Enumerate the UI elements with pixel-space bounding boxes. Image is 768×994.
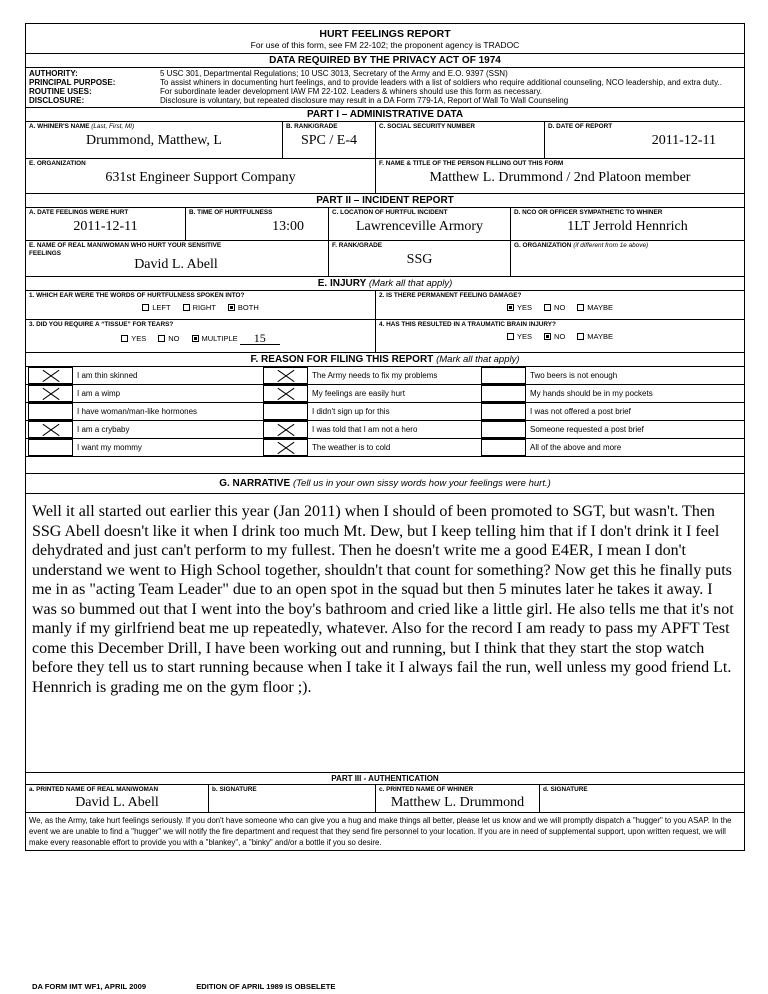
- real-man-name-field[interactable]: [26, 785, 209, 812]
- offender-rank-field[interactable]: [329, 241, 511, 276]
- real-man-name-value: David L. Abell: [75, 795, 159, 810]
- reason-label: I want my mommy: [77, 443, 142, 452]
- offender-rank-label: F. RANK/GRADE: [332, 242, 383, 249]
- part2-heading: PART II – INCIDENT REPORT: [26, 194, 744, 208]
- reason-checkbox[interactable]: [481, 385, 526, 402]
- form-footer: [32, 982, 383, 991]
- rank-field[interactable]: [283, 122, 376, 158]
- filer-value: Matthew L. Drummond / 2nd Platoon member: [429, 170, 691, 185]
- narrative-heading: G. NARRATIVE (Tell us in your own sissy words how your feelings were hurt.): [26, 474, 744, 494]
- ear-option-both[interactable]: BOTH: [228, 303, 259, 312]
- reason-checkbox[interactable]: [28, 439, 73, 456]
- privacy-row-uses: [29, 87, 741, 96]
- whiner-name-label: A. WHINER'S NAME (Last, First, MI): [29, 123, 135, 130]
- location-value: Lawrenceville Armory: [355, 219, 484, 234]
- offender-org-label: G. ORGANIZATION (if different from 1e above): [514, 242, 649, 249]
- checkbox-yes[interactable]: [507, 333, 514, 340]
- damage-question-label: 2. IS THERE PERMANENT FEELING DAMAGE?: [379, 292, 522, 299]
- checkbox-both[interactable]: [228, 304, 235, 311]
- checkbox-right[interactable]: [183, 304, 190, 311]
- privacy-value: For subordinate leader development IAW FM 22-102. Leaders & whiners should use this form as necessary.: [160, 87, 542, 96]
- narrative-text: Well it all started out earlier this year (Jan 2011) when I should of been promoted to SGT, but wasn't. Then SSG Abell doesn't like it when I drink too much Mt. Dew, but I keep telling him that if I don't drink it I feel dehydrated and just can't perform to my fullest. Then he doesn't write me a good E4ER, I mean I don't understand we went to High School together, shouldn't that count for something? Now get this he finally puts me in as "acting Team Leader" due to an open spot in the squad but then 5 minutes later he takes it away. I was so bummed out that I went into the boy's bathroom and cried like a little girl. He also tells me that it's not manly if my girlfriend beat me up repeatedly, whatever. Also for the record I am ready to pass my APFT Test come this December Drill, I have been working out and running, but I think that they start the stop watch before they tell us to start running because when I take it I always fail the run, well unless my good friend Lt. Hennrich is grading me on the gym floor ;).: [32, 503, 734, 696]
- offender-org-value: [511, 250, 744, 252]
- nco-label: D. NCO OR OFFICER SYMPATHETIC TO WHINER: [514, 209, 663, 216]
- part3-row: [26, 785, 744, 813]
- tissue-option-multiple[interactable]: MULTIPLE 15: [192, 332, 280, 345]
- real-man-signature-field[interactable]: [209, 785, 376, 812]
- ear-options: [26, 300, 375, 312]
- injury-row1: [26, 291, 744, 320]
- injury-row2: [26, 320, 744, 353]
- reason-label: I am a crybaby: [77, 425, 130, 434]
- reason-row: [26, 439, 744, 456]
- damage-question: [376, 291, 744, 319]
- privacy-value: To assist whiners in documenting hurt feelings, and to provide leaders with a list of soldiers who require additional counseling, NCO leadership, and extra duty..: [160, 78, 722, 87]
- report-date-label: D. DATE OF REPORT: [548, 123, 613, 130]
- privacy-row-disclosure: [29, 96, 741, 105]
- privacy-block: [26, 68, 744, 108]
- organization-field[interactable]: [26, 159, 376, 193]
- date-hurt-field[interactable]: [26, 208, 186, 240]
- reason-checkbox[interactable]: [263, 421, 308, 438]
- injury-heading: E. INJURY (Mark all that apply): [26, 277, 744, 291]
- time-field[interactable]: [186, 208, 329, 240]
- brain-option-no[interactable]: NO: [544, 332, 565, 341]
- reason-label: I didn't sign up for this: [312, 407, 390, 416]
- whiner-signature-field[interactable]: [540, 785, 744, 812]
- reason-checkbox[interactable]: [28, 367, 73, 384]
- reason-checkbox[interactable]: [481, 421, 526, 438]
- ear-question-label: 1. WHICH EAR WERE THE WORDS OF HURTFULNESS SPOKEN INTO?: [29, 292, 245, 299]
- real-man-signature-label: b. SIGNATURE: [212, 786, 257, 793]
- ear-option-left[interactable]: LEFT: [142, 303, 170, 312]
- tissue-option-no[interactable]: NO: [158, 334, 179, 343]
- privacy-rows: [26, 68, 744, 107]
- reasons-grid: [26, 367, 744, 457]
- checkbox-left[interactable]: [142, 304, 149, 311]
- ssn-label: C. SOCIAL SECURITY NUMBER: [379, 123, 475, 130]
- organization-label: E. ORGANIZATION: [29, 160, 86, 167]
- reason-label: The weather is to cold: [312, 443, 391, 452]
- ssn-field[interactable]: [376, 122, 545, 158]
- part1-row1: [26, 122, 744, 159]
- reason-label: My hands should be in my pockets: [530, 389, 653, 398]
- brain-question-label: 4. HAS THIS RESULTED IN A TRAUMATIC BRAIN INJURY?: [379, 321, 556, 328]
- ear-question: [26, 291, 376, 319]
- location-label: C. LOCATION OF HURTFUL INCIDENT: [332, 209, 448, 216]
- privacy-heading: DATA REQUIRED BY THE PRIVACY ACT OF 1974: [26, 54, 744, 68]
- reason-checkbox[interactable]: [481, 367, 526, 384]
- part1-heading: PART I – ADMINISTRATIVE DATA: [26, 108, 744, 122]
- reason-label: Two beers is not enough: [530, 371, 618, 380]
- reason-label: I have woman/man-like hormones: [77, 407, 198, 416]
- reason-label: I was told that I am not a hero: [312, 425, 418, 434]
- reason-row: [26, 403, 744, 421]
- date-hurt-value: 2011-12-11: [73, 219, 138, 234]
- damage-option-no[interactable]: NO: [544, 303, 565, 312]
- report-date-value: 2011-12-11: [651, 133, 716, 148]
- checkbox-no[interactable]: [544, 304, 551, 311]
- part2-row1: [26, 208, 744, 241]
- checkbox-multiple[interactable]: [192, 335, 199, 342]
- edition-note: EDITION OF APRIL 1989 IS OBSELETE: [196, 982, 336, 991]
- tissue-option-yes[interactable]: YES: [121, 334, 146, 343]
- offender-org-field[interactable]: [511, 241, 744, 276]
- reason-row: [26, 421, 744, 439]
- privacy-key: DISCLOSURE:: [29, 96, 85, 105]
- form-id: DA FORM IMT WF1, APRIL 2009: [32, 982, 147, 991]
- reason-checkbox[interactable]: [28, 421, 73, 438]
- hurt-feelings-form: [25, 23, 745, 851]
- tissue-options: [26, 329, 375, 345]
- form-header: [26, 24, 744, 54]
- reason-checkbox[interactable]: [263, 367, 308, 384]
- reason-label: Someone requested a post brief: [530, 425, 644, 434]
- reason-label: I am thin skinned: [77, 371, 138, 380]
- privacy-row-purpose: [29, 78, 741, 87]
- part2-row2: [26, 241, 744, 277]
- reasons-heading: F. REASON FOR FILING THIS REPORT (Mark all that apply): [26, 353, 744, 367]
- offender-rank-value: SSG: [406, 252, 433, 267]
- reason-checkbox[interactable]: [28, 385, 73, 402]
- narrative-box[interactable]: [26, 494, 744, 773]
- checkbox-no[interactable]: [158, 335, 165, 342]
- form-subtitle: For use of this form, see FM 22-102; the proponent agency is TRADOC: [250, 40, 520, 50]
- spacer-row: [26, 457, 744, 474]
- privacy-row-authority: [29, 69, 741, 78]
- reason-checkbox[interactable]: [481, 403, 526, 420]
- privacy-key: ROUTINE USES:: [29, 87, 92, 96]
- filer-label: F. NAME & TITLE OF THE PERSON FILLING OUT THIS FORM: [379, 160, 564, 167]
- privacy-key: PRINCIPAL PURPOSE:: [29, 78, 116, 87]
- privacy-value: 5 USC 301, Departmental Regulations; 10 USC 3013, Secretary of the Army and E.O. 9397 (SSN): [160, 69, 508, 78]
- part1-row2: [26, 159, 744, 194]
- tissue-question-label: 3. DID YOU REQUIRE A “TISSUE” FOR TEARS?: [29, 321, 174, 328]
- offender-value: David L. Abell: [134, 257, 218, 272]
- reason-label: The Army needs to fix my problems: [312, 371, 438, 380]
- reason-row: [26, 367, 744, 385]
- whiner-printed-name-label: c. PRINTED NAME OF WHINER: [379, 786, 474, 793]
- privacy-key: AUTHORITY:: [29, 69, 78, 78]
- brain-option-yes[interactable]: YES: [507, 332, 532, 341]
- ssn-value: [376, 131, 544, 133]
- whiner-signature-label: d. SIGNATURE: [543, 786, 588, 793]
- statement-text: We, as the Army, take hurt feelings seriously. If you don't have someone who can give you a hug and make things all better, please let us know and we will promptly dispatch a "hugger" to you ASAP. In the event we are unable to find a "hugger" we will notify the fire department and request that they send fire personnel to your location. If you are in need of supplemental support, upon written request, we will make every reasonable effort to provide you with a "blankey", a "binky" and/or a bottle if you so desire.: [29, 816, 732, 847]
- location-field[interactable]: [329, 208, 511, 240]
- checkbox-maybe[interactable]: [577, 333, 584, 340]
- offender-field[interactable]: [26, 241, 329, 276]
- reason-label: I am a wimp: [77, 389, 121, 398]
- form-title: HURT FEELINGS REPORT: [319, 28, 451, 40]
- checkbox-no[interactable]: [544, 333, 551, 340]
- real-man-name-label: a. PRINTED NAME OF REAL MAN/WOMAN: [29, 786, 159, 793]
- reason-label: My feelings are easily hurt: [312, 389, 405, 398]
- checkbox-maybe[interactable]: [577, 304, 584, 311]
- multiple-count[interactable]: 15: [240, 332, 280, 345]
- ear-option-right[interactable]: RIGHT: [183, 303, 216, 312]
- tissue-question: [26, 320, 376, 352]
- whiner-name-field[interactable]: [26, 122, 283, 158]
- offender-label: E. NAME OF REAL MAN/WOMAN WHO HURT YOUR SENSITIVE FEELINGS: [29, 242, 222, 257]
- organization-value: 631st Engineer Support Company: [105, 170, 296, 185]
- whiner-printed-name-field[interactable]: [376, 785, 540, 812]
- damage-option-maybe[interactable]: MAYBE: [577, 303, 613, 312]
- reason-label: I was not offered a post brief: [530, 407, 631, 416]
- reason-checkbox[interactable]: [263, 385, 308, 402]
- rank-label: B. RANK/GRADE: [286, 123, 338, 130]
- reason-checkbox[interactable]: [263, 403, 308, 420]
- reason-checkbox[interactable]: [263, 439, 308, 456]
- nco-field[interactable]: [511, 208, 744, 240]
- date-hurt-label: A. DATE FEELINGS WERE HURT: [29, 209, 129, 216]
- nco-value: 1LT Jerrold Hennrich: [567, 219, 688, 234]
- reason-label: All of the above and more: [530, 443, 622, 452]
- privacy-value: Disclosure is voluntary, but repeated disclosure may result in a DA Form 779-1A, Report of Wall To Wall Counseling: [160, 96, 569, 105]
- brain-question: [376, 320, 744, 352]
- brain-option-maybe[interactable]: MAYBE: [577, 332, 613, 341]
- filer-field[interactable]: [376, 159, 744, 193]
- time-label: B. TIME OF HURTFULNESS: [189, 209, 273, 216]
- part3-heading: PART III - AUTHENTICATION: [26, 773, 744, 785]
- damage-option-yes[interactable]: YES: [507, 303, 532, 312]
- brain-options: [376, 329, 744, 341]
- whiner-printed-name-value: Matthew L. Drummond: [390, 795, 525, 810]
- reason-row: [26, 385, 744, 403]
- time-value: 13:00: [272, 219, 304, 234]
- report-date-field[interactable]: [545, 122, 744, 158]
- statement-box: [26, 813, 744, 850]
- checkbox-yes[interactable]: [507, 304, 514, 311]
- reason-checkbox[interactable]: [481, 439, 526, 456]
- damage-options: [376, 300, 744, 312]
- rank-value: SPC / E-4: [300, 133, 357, 148]
- reason-checkbox[interactable]: [28, 403, 73, 420]
- checkbox-yes[interactable]: [121, 335, 128, 342]
- whiner-name-value: Drummond, Matthew, L: [86, 133, 222, 148]
